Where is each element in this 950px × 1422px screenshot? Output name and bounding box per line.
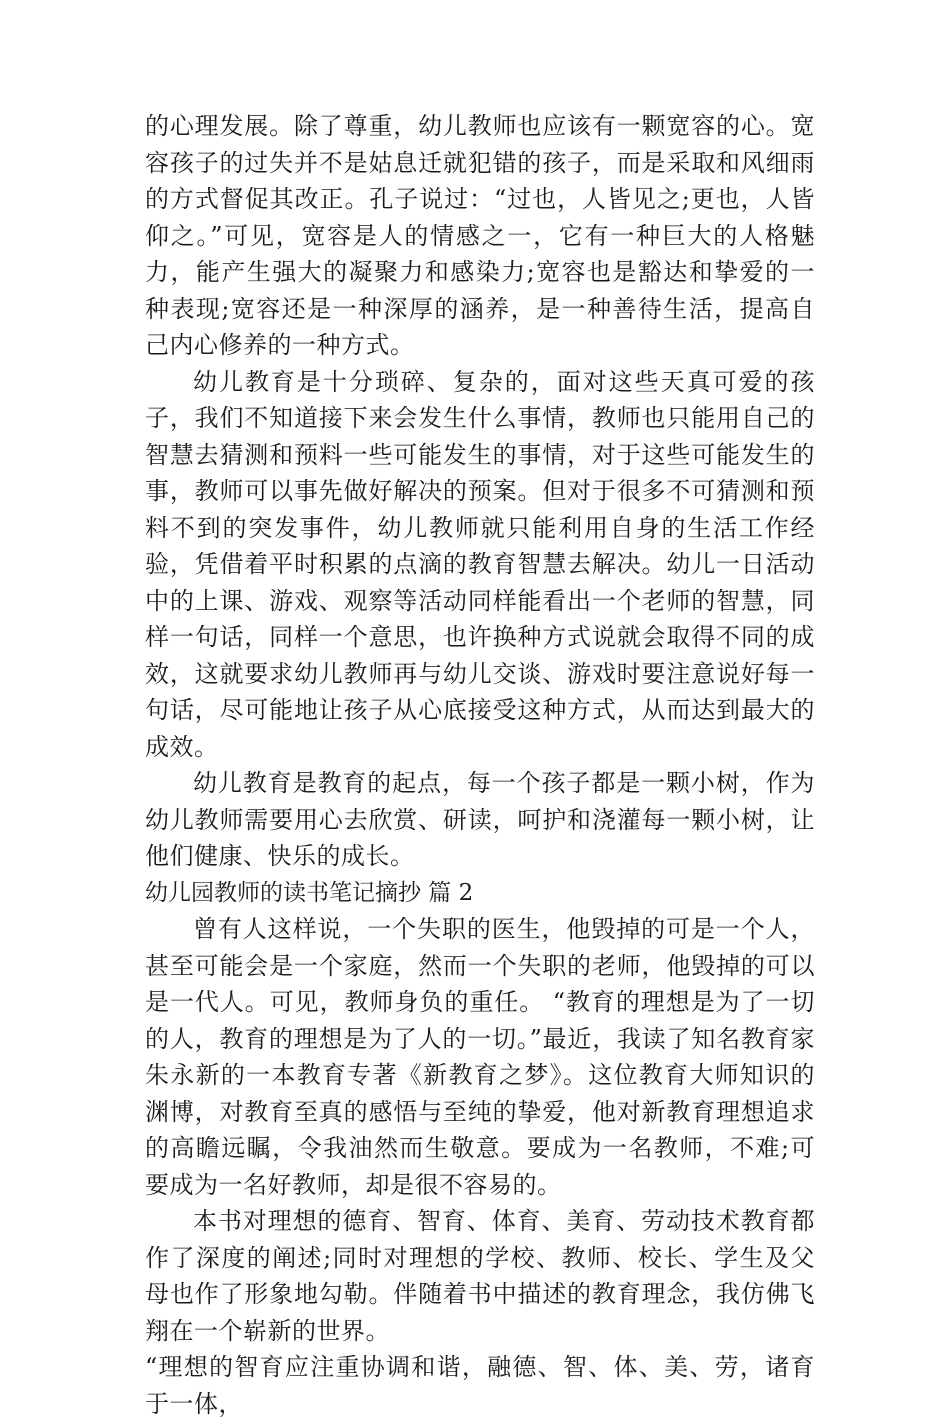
paragraph: 幼儿教育是教育的起点，每一个孩子都是一颗小树，作为幼儿教师需要用心去欣赏、研读，呵护和浇灌每一颗小树，让他们健康、快乐的成长。 — [145, 769, 815, 870]
paragraph: 幼儿教育是十分琐碎、复杂的，面对这些天真可爱的孩子，我们不知道接下来会发生什么事情，教师也只能用自己的智慧去猜测和预料一些可能发生的事情，对于这些可能发生的事，教师可以事先做好解决的预案。但对于很多不可猜测和预料不到的突发事件，幼儿教师就只能利用自身的生活工作经验，凭借着平时积累的点滴的教育智慧去解决。幼儿一日活动中的上课、游戏、观察等活动同样能看出一个老师的智慧，同样一句话，同样一个意思，也许换种方式说就会取得不同的成效，这就要求幼儿教师再与幼儿交谈、游戏时要注意说好每一句话，尽可能地让孩子从心底接受这种方式，从而达到最大的成效。 — [145, 367, 815, 761]
paragraph: “理想的智育应注重协调和谐，融德、智、体、美、劳，诸育于一体， — [145, 1353, 815, 1418]
section-heading: 幼儿园教师的读书笔记摘抄 篇 2 — [145, 879, 474, 906]
document-page — [145, 108, 815, 1422]
paragraph-continued: 的心理发展。除了尊重，幼儿教师也应该有一颗宽容的心。宽容孩子的过失并不是姑息迁就犯错的孩子，而是采取和风细雨的方式督促其改正。孔子说过：“过也，人皆见之;更也，人皆仰之。”可见，宽容是人的情感之一，它有一种巨大的人格魅力，能产生强大的凝聚力和感染力;宽容也是豁达和挚爱的一种表现;宽容还是一种深厚的涵养，是一种善待生活，提高自己内心修养的一种方式。 — [145, 112, 815, 359]
paragraph: 本书对理想的德育、智育、体育、美育、劳动技术教育都作了深度的阐述;同时对理想的学校、教师、校长、学生及父母也作了形象地勾勒。伴随着书中描述的教育理念，我仿佛飞翔在一个崭新的世界。 — [145, 1207, 815, 1345]
paragraph: 曾有人这样说，一个失职的医生，他毁掉的可是一个人，甚至可能会是一个家庭，然而一个失职的老师，他毁掉的可以是一代人。可见，教师身负的重任。 “教育的理想是为了一切的人，教育的理想是为了人的一切。”最近，我读了知名教育家朱永新的一本教育专著《新教育之梦》。这位教育大师知识的渊博，对教育至真的感悟与至纯的挚爱，他对新教育理想追求的高瞻远瞩，令我油然而生敬意。要成为一名教师，不难;可要成为一名好教师，却是很不容易的。 — [145, 915, 815, 1199]
